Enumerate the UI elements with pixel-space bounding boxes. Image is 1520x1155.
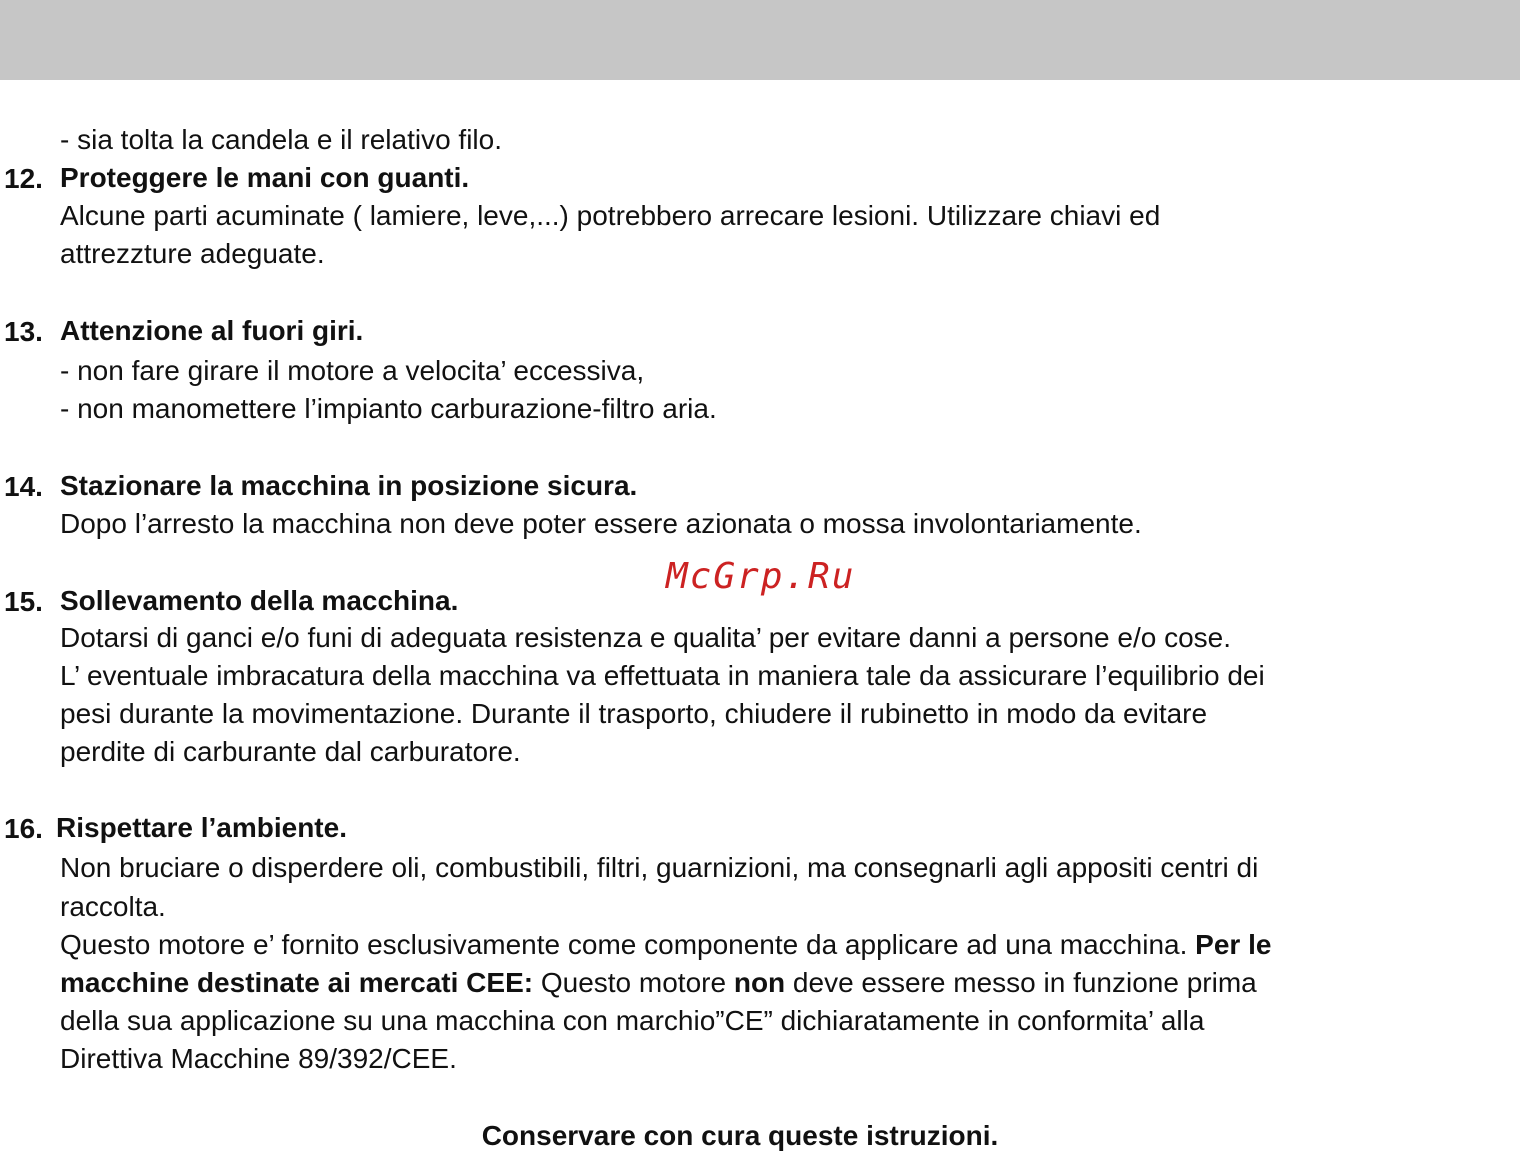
mixed-l1-bold: Per le [1195, 929, 1272, 960]
mixed-l2-plain-b: deve essere messo in funzione prima [785, 967, 1257, 998]
section-13-number: 13. [4, 316, 43, 347]
section-16-mixed-line-2 [60, 964, 1257, 1002]
section-15-line-3: pesi durante la movimentazione. Durante il trasporto, chiudere il rubinetto in modo da evitare [60, 698, 1208, 729]
section-14-number: 14. [4, 471, 43, 502]
section-14-title: Stazionare la macchina in posizione sicura. [60, 470, 638, 501]
section-15-line-4: perdite di carburante dal carburatore. [60, 736, 521, 767]
mixed-l2-bold: macchine destinate ai mercati CEE: [60, 967, 534, 998]
section-12-number: 12. [4, 163, 43, 194]
section-14-line-1: Dopo l’arresto la macchina non deve poter essere azionata o mossa involontariamente. [60, 508, 1142, 539]
section-16-title: Rispettare l’ambiente. [56, 812, 347, 843]
section-12-line-2: attrezzture adeguate. [60, 238, 325, 269]
mixed-l2-plain-a: Questo motore [533, 967, 734, 998]
section-15-number: 15. [4, 586, 43, 617]
intro-line: - sia tolta la candela e il relativo filo. [60, 124, 502, 155]
section-13-line-2: - non manomettere l’impianto carburazione-filtro aria. [60, 393, 717, 424]
section-15-line-1: Dotarsi di ganci e/o funi di adeguata resistenza e qualita’ per evitare danni a persone e/o cose. [60, 622, 1232, 653]
section-16-mixed-line-1 [60, 926, 1271, 964]
mixed-l2-bold-b: non [733, 967, 786, 998]
section-15-title: Sollevamento della macchina. [60, 585, 459, 616]
section-16-line-1: Non bruciare o disperdere oli, combustibili, filtri, guarnizioni, ma consegnarli agli appositi centri di [60, 852, 1259, 883]
section-13-title: Attenzione al fuori giri. [60, 315, 364, 346]
section-13-line-1: - non fare girare il motore a velocita’ eccessiva, [60, 355, 645, 386]
section-16-mixed-line-3: della sua applicazione su una macchina con marchio”CE” dichiaratamente in conformita’ alla [60, 1005, 1205, 1036]
section-12-line-1: Alcune parti acuminate ( lamiere, leve,...) potrebbero arrecare lesioni. Utilizzare chiavi ed [60, 200, 1161, 231]
section-15-line-2: L’ eventuale imbracatura della macchina va effettuata in maniera tale da assicurare l’equilibrio dei [60, 660, 1265, 691]
top-header-band [0, 0, 1520, 80]
section-16-number: 16. [4, 813, 43, 844]
footer-note: Conservare con cura queste istruzioni. [481, 1120, 999, 1151]
section-12-title: Proteggere le mani con guanti. [60, 162, 470, 193]
mixed-l1-plain: Questo motore e’ fornito esclusivamente come componente da applicare ad una macchina. [60, 929, 1196, 960]
section-16-line-2: raccolta. [60, 891, 166, 922]
section-16-mixed-line-4: Direttiva Macchine 89/392/CEE. [60, 1043, 457, 1074]
watermark-text: McGrp.Ru [666, 556, 856, 597]
